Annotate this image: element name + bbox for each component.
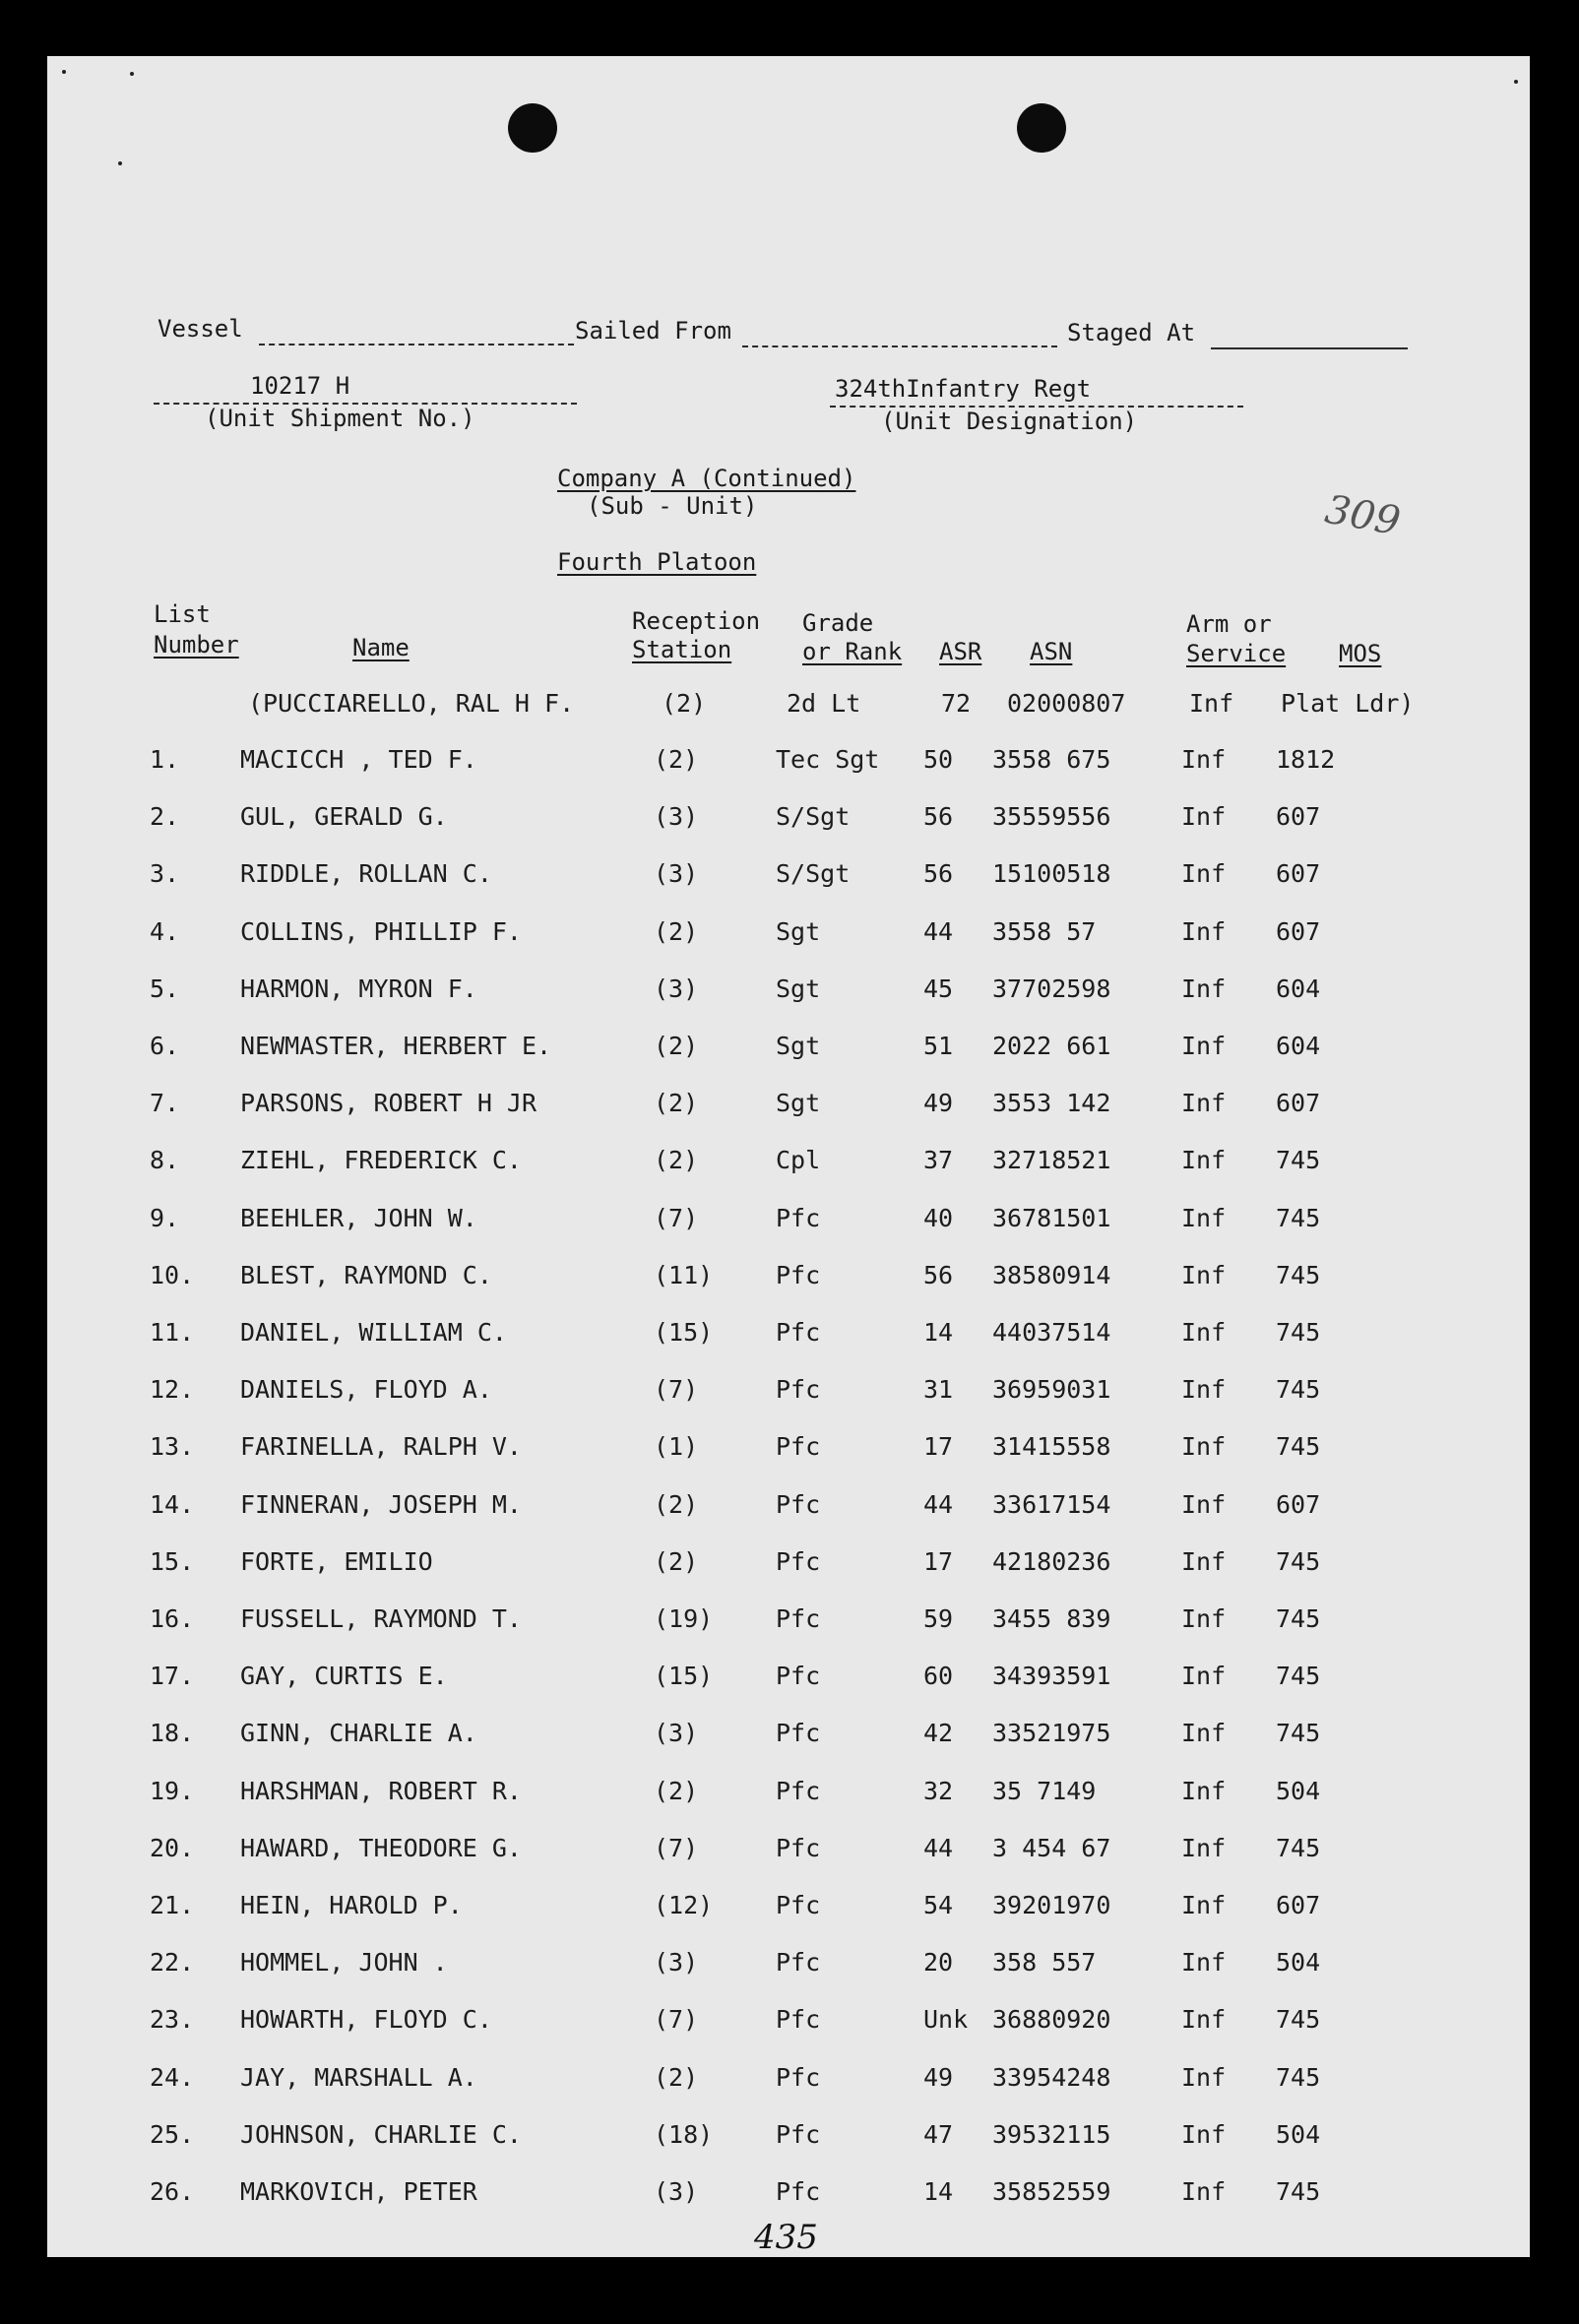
row-grade: Pfc — [776, 1776, 821, 1805]
table-row — [47, 1146, 1530, 1185]
table-row — [47, 2005, 1530, 2044]
row-arm: Inf — [1181, 1146, 1227, 1175]
row-num: 2. — [150, 802, 180, 832]
punch-hole-right — [1017, 103, 1066, 153]
row-asr: 47 — [923, 2119, 954, 2149]
row-mos: 745 — [1276, 1318, 1321, 1347]
row-num: 26. — [150, 2177, 195, 2206]
table-row — [47, 1318, 1530, 1357]
row-name: MACICCH , TED F. — [240, 745, 477, 774]
row-mos: 745 — [1276, 1146, 1321, 1175]
row-asn: 2022 661 — [992, 1032, 1111, 1060]
row-asr: 49 — [923, 1089, 954, 1118]
row-asr: 42 — [923, 1719, 954, 1748]
row-asn: 3553 142 — [992, 1089, 1111, 1118]
col-grade-2: or Rank — [802, 638, 903, 665]
row-name: ZIEHL, FREDERICK C. — [240, 1146, 522, 1175]
row-arm: Inf — [1181, 1032, 1227, 1060]
row-num: 20. — [150, 1833, 195, 1862]
row-grade: Pfc — [776, 2005, 821, 2035]
staged-at-label: Staged At — [1067, 319, 1196, 346]
row-mos: 745 — [1276, 1662, 1321, 1691]
row-name: FINNERAN, JOSEPH M. — [240, 1489, 522, 1519]
row-num: 9. — [150, 1203, 180, 1232]
unit-shipment-label: (Unit Shipment No.) — [205, 405, 475, 432]
row-grade: Sgt — [776, 916, 821, 946]
row-asr: 31 — [923, 1375, 954, 1405]
row-grade: Pfc — [776, 1489, 821, 1519]
row-mos: 607 — [1276, 1891, 1321, 1919]
row-grade: Pfc — [776, 2119, 821, 2149]
row-station: (7) — [654, 1375, 699, 1405]
vessel-blank — [259, 344, 574, 345]
row-mos: 607 — [1276, 802, 1321, 832]
row-mos: 745 — [1276, 1719, 1321, 1748]
row-station: (2) — [654, 1032, 699, 1060]
row-grade: S/Sgt — [776, 802, 851, 832]
row-name: NEWMASTER, HERBERT E. — [240, 1032, 552, 1060]
row-station: (2) — [654, 2062, 699, 2092]
row-grade: Pfc — [776, 1203, 821, 1232]
row-asr: 20 — [923, 1948, 954, 1978]
row-station: (3) — [654, 2177, 699, 2206]
platoon-title: Fourth Platoon — [557, 548, 757, 576]
row-arm: Inf — [1181, 1948, 1227, 1978]
row-num: 7. — [150, 1089, 180, 1118]
row-mos: 607 — [1276, 1489, 1321, 1519]
row-name: GINN, CHARLIE A. — [240, 1719, 477, 1748]
row-grade: Pfc — [776, 1833, 821, 1862]
row-asr: 50 — [923, 745, 954, 774]
staged-at-blank — [1211, 347, 1408, 349]
row-asn: 37702598 — [992, 974, 1111, 1003]
row-mos: 504 — [1276, 1948, 1321, 1978]
table-row — [47, 745, 1530, 785]
row-arm: Inf — [1181, 802, 1227, 832]
row-grade: Pfc — [776, 1948, 821, 1978]
col-mos: MOS — [1339, 640, 1382, 667]
row-name: FARINELLA, RALPH V. — [240, 1432, 522, 1462]
row-asr: 49 — [923, 2062, 954, 2092]
row-asn: 36781501 — [992, 1203, 1111, 1232]
row-mos: 604 — [1276, 974, 1321, 1003]
row-grade: Sgt — [776, 1032, 821, 1060]
sub-unit-label: (Sub - Unit) — [587, 492, 758, 520]
col-asr: ASR — [939, 638, 982, 665]
row-name: JOHNSON, CHARLIE C. — [240, 2119, 522, 2149]
row-num: 14. — [150, 1489, 195, 1519]
table-row — [47, 1834, 1530, 1873]
row-arm: Inf — [1181, 2177, 1227, 2206]
row-asn: 33521975 — [992, 1719, 1111, 1748]
row-station: (15) — [654, 1318, 714, 1347]
row-asn: 33617154 — [992, 1489, 1111, 1519]
table-row — [47, 1719, 1530, 1758]
row-asn: 3558 57 — [992, 916, 1097, 946]
row-asn: 44037514 — [992, 1318, 1111, 1347]
row-name: DANIEL, WILLIAM C. — [240, 1318, 507, 1347]
row-station: (2) — [654, 916, 699, 946]
table-row — [47, 1604, 1530, 1644]
row-name: JAY, MARSHALL A. — [240, 2062, 477, 2092]
col-reception-1: Reception — [632, 607, 761, 635]
row-num: 21. — [150, 1891, 195, 1919]
row-asr: 40 — [923, 1203, 954, 1232]
row-num: 13. — [150, 1432, 195, 1462]
row-name: HARMON, MYRON F. — [240, 974, 477, 1003]
row-arm: Inf — [1181, 916, 1227, 946]
row-grade: Pfc — [776, 1546, 821, 1576]
row-num: 3. — [150, 859, 180, 889]
table-row — [47, 974, 1530, 1014]
row-asr: 56 — [923, 1260, 954, 1289]
table-row — [47, 1490, 1530, 1530]
table-row — [47, 1662, 1530, 1701]
row-name: BEEHLER, JOHN W. — [240, 1203, 477, 1232]
row-arm: Inf — [1181, 1203, 1227, 1232]
document-page — [47, 56, 1530, 2257]
leader-asr: 72 — [941, 689, 972, 718]
row-arm: Inf — [1181, 1260, 1227, 1289]
row-asr: 14 — [923, 1318, 954, 1347]
row-grade: Cpl — [776, 1146, 821, 1175]
sailed-from-label: Sailed From — [575, 317, 731, 345]
row-asr: 54 — [923, 1891, 954, 1919]
row-asr: 60 — [923, 1662, 954, 1691]
row-num: 22. — [150, 1948, 195, 1978]
row-name: COLLINS, PHILLIP F. — [240, 916, 522, 946]
row-arm: Inf — [1181, 1546, 1227, 1576]
table-row — [47, 1032, 1530, 1071]
row-name: BLEST, RAYMOND C. — [240, 1260, 492, 1289]
row-name: HARSHMAN, ROBERT R. — [240, 1776, 522, 1805]
row-asr: 56 — [923, 859, 954, 889]
row-num: 19. — [150, 1776, 195, 1805]
sailed-from-blank — [742, 345, 1057, 347]
row-arm: Inf — [1181, 1489, 1227, 1519]
row-arm: Inf — [1181, 1318, 1227, 1347]
row-station: (19) — [654, 1604, 714, 1633]
row-grade: Pfc — [776, 1604, 821, 1633]
row-num: 5. — [150, 974, 180, 1003]
row-arm: Inf — [1181, 1833, 1227, 1862]
row-grade: Pfc — [776, 1662, 821, 1691]
speck — [1514, 80, 1518, 84]
row-arm: Inf — [1181, 1089, 1227, 1118]
row-station: (7) — [654, 2005, 699, 2035]
row-asn: 36959031 — [992, 1375, 1111, 1405]
row-name: HEIN, HAROLD P. — [240, 1891, 463, 1919]
row-mos: 745 — [1276, 1604, 1321, 1633]
row-num: 15. — [150, 1546, 195, 1576]
leader-arm: Inf — [1189, 689, 1234, 718]
row-station: (7) — [654, 1833, 699, 1862]
leader-row — [47, 689, 1530, 728]
row-grade: Sgt — [776, 974, 821, 1003]
unit-designation: 324thInfantry Regt — [835, 375, 1092, 403]
col-name: Name — [352, 634, 410, 661]
row-name: HAWARD, THEODORE G. — [240, 1833, 522, 1862]
row-grade: Tec Sgt — [776, 745, 880, 774]
table-row — [47, 1777, 1530, 1816]
row-mos: 745 — [1276, 1833, 1321, 1862]
sub-unit-title: Company A (Continued) — [557, 465, 856, 492]
col-grade-1: Grade — [802, 609, 874, 637]
row-station: (11) — [654, 1260, 714, 1289]
row-asr: 51 — [923, 1032, 954, 1060]
row-asn: 35 7149 — [992, 1776, 1097, 1805]
table-row — [47, 1547, 1530, 1587]
table-row — [47, 917, 1530, 957]
row-station: (2) — [654, 1546, 699, 1576]
row-asr: 44 — [923, 1833, 954, 1862]
row-asr: 17 — [923, 1432, 954, 1462]
table-row — [47, 1261, 1530, 1300]
leader-grade: 2d Lt — [787, 689, 861, 718]
table-row — [47, 2177, 1530, 2217]
row-name: FORTE, EMILIO — [240, 1546, 433, 1576]
row-mos: 745 — [1276, 1203, 1321, 1232]
row-grade: Sgt — [776, 1089, 821, 1118]
row-station: (3) — [654, 1719, 699, 1748]
row-arm: Inf — [1181, 2005, 1227, 2035]
row-grade: S/Sgt — [776, 859, 851, 889]
row-name: RIDDLE, ROLLAN C. — [240, 859, 492, 889]
punch-hole-left — [508, 103, 557, 153]
row-mos: 604 — [1276, 1032, 1321, 1060]
row-asn: 358 557 — [992, 1948, 1097, 1978]
page-stamp: 309 — [1321, 486, 1404, 545]
row-num: 12. — [150, 1375, 195, 1405]
row-arm: Inf — [1181, 1604, 1227, 1633]
row-grade: Pfc — [776, 1375, 821, 1405]
leader-station: (2) — [662, 689, 707, 718]
row-grade: Pfc — [776, 1432, 821, 1462]
row-name: GAY, CURTIS E. — [240, 1662, 448, 1691]
row-num: 17. — [150, 1662, 195, 1691]
row-mos: 1812 — [1276, 745, 1336, 774]
row-arm: Inf — [1181, 859, 1227, 889]
row-station: (2) — [654, 1089, 699, 1118]
row-name: FUSSELL, RAYMOND T. — [240, 1604, 522, 1633]
row-num: 1. — [150, 745, 180, 774]
leader-mos: Plat Ldr) — [1281, 689, 1415, 718]
speck — [62, 70, 66, 74]
row-num: 18. — [150, 1719, 195, 1748]
row-mos: 745 — [1276, 1375, 1321, 1405]
unit-designation-label: (Unit Designation) — [881, 408, 1138, 435]
row-num: 8. — [150, 1146, 180, 1175]
unit-shipment-no: 10217 H — [250, 372, 350, 400]
row-name: GUL, GERALD G. — [240, 802, 448, 832]
row-num: 16. — [150, 1604, 195, 1633]
row-mos: 504 — [1276, 2119, 1321, 2149]
row-mos: 607 — [1276, 1089, 1321, 1118]
row-station: (2) — [654, 1146, 699, 1175]
row-arm: Inf — [1181, 1375, 1227, 1405]
row-grade: Pfc — [776, 2062, 821, 2092]
table-row — [47, 1204, 1530, 1243]
table-row — [47, 802, 1530, 842]
row-station: (3) — [654, 802, 699, 832]
row-station: (1) — [654, 1432, 699, 1462]
row-arm: Inf — [1181, 2062, 1227, 2092]
row-mos: 607 — [1276, 916, 1321, 946]
table-row — [47, 1948, 1530, 1987]
row-num: 23. — [150, 2005, 195, 2035]
vessel-label: Vessel — [158, 315, 243, 343]
row-name: MARKOVICH, PETER — [240, 2177, 477, 2206]
row-asn: 32718521 — [992, 1146, 1111, 1175]
row-num: 4. — [150, 916, 180, 946]
row-asr: 37 — [923, 1146, 954, 1175]
row-asn: 35559556 — [992, 802, 1111, 832]
row-arm: Inf — [1181, 974, 1227, 1003]
speck — [130, 72, 134, 76]
row-asn: 15100518 — [992, 859, 1111, 889]
row-num: 11. — [150, 1318, 195, 1347]
row-asn: 33954248 — [992, 2062, 1111, 2092]
row-num: 10. — [150, 1260, 195, 1289]
row-arm: Inf — [1181, 1891, 1227, 1919]
row-station: (3) — [654, 859, 699, 889]
row-mos: 745 — [1276, 2177, 1321, 2206]
row-grade: Pfc — [776, 2177, 821, 2206]
col-list-number-2: Number — [154, 631, 239, 659]
leader-asn: 02000807 — [1007, 689, 1126, 718]
row-grade: Pfc — [776, 1260, 821, 1289]
col-list-number-1: List — [154, 600, 211, 628]
row-name: PARSONS, ROBERT H JR — [240, 1089, 537, 1118]
row-arm: Inf — [1181, 1662, 1227, 1691]
row-station: (15) — [654, 1662, 714, 1691]
row-asr: 45 — [923, 974, 954, 1003]
speck — [118, 161, 122, 165]
row-name: HOMMEL, JOHN . — [240, 1948, 448, 1978]
row-station: (3) — [654, 974, 699, 1003]
row-station: (18) — [654, 2119, 714, 2149]
row-station: (2) — [654, 745, 699, 774]
row-asn: 39201970 — [992, 1891, 1111, 1919]
table-row — [47, 1089, 1530, 1128]
row-asn: 34393591 — [992, 1662, 1111, 1691]
row-mos: 745 — [1276, 2005, 1321, 2035]
table-row — [47, 1432, 1530, 1472]
col-asn: ASN — [1030, 638, 1073, 665]
row-asn: 39532115 — [992, 2119, 1111, 2149]
leader-name: (PUCCIARELLO, RAL H F. — [248, 689, 575, 718]
row-num: 25. — [150, 2119, 195, 2149]
row-arm: Inf — [1181, 1719, 1227, 1748]
row-mos: 745 — [1276, 2062, 1321, 2092]
row-asn: 36880920 — [992, 2005, 1111, 2035]
col-reception-2: Station — [632, 636, 732, 663]
row-asn: 35852559 — [992, 2177, 1111, 2206]
row-name: HOWARTH, FLOYD C. — [240, 2005, 492, 2035]
row-asr: 17 — [923, 1546, 954, 1576]
row-num: 24. — [150, 2062, 195, 2092]
col-arm-2: Service — [1186, 640, 1287, 667]
row-asn: 3455 839 — [992, 1604, 1111, 1633]
row-grade: Pfc — [776, 1719, 821, 1748]
row-station: (7) — [654, 1203, 699, 1232]
table-row — [47, 859, 1530, 899]
row-asn: 3 454 67 — [992, 1833, 1111, 1862]
row-name: DANIELS, FLOYD A. — [240, 1375, 492, 1405]
table-row — [47, 1891, 1530, 1930]
row-asr: 14 — [923, 2177, 954, 2206]
row-mos: 745 — [1276, 1546, 1321, 1576]
row-asn: 42180236 — [992, 1546, 1111, 1576]
row-asr: 56 — [923, 802, 954, 832]
row-mos: 607 — [1276, 859, 1321, 889]
row-arm: Inf — [1181, 1776, 1227, 1805]
row-asn: 31415558 — [992, 1432, 1111, 1462]
row-asn: 3558 675 — [992, 745, 1111, 774]
page-number: 435 — [754, 2218, 818, 2257]
row-num: 6. — [150, 1032, 180, 1060]
row-asr: 32 — [923, 1776, 954, 1805]
row-arm: Inf — [1181, 1432, 1227, 1462]
row-station: (2) — [654, 1489, 699, 1519]
row-mos: 745 — [1276, 1260, 1321, 1289]
row-asr: 44 — [923, 916, 954, 946]
row-asn: 38580914 — [992, 1260, 1111, 1289]
row-station: (12) — [654, 1891, 714, 1919]
row-grade: Pfc — [776, 1318, 821, 1347]
row-grade: Pfc — [776, 1891, 821, 1919]
row-station: (2) — [654, 1776, 699, 1805]
row-mos: 504 — [1276, 1776, 1321, 1805]
row-asr: 59 — [923, 1604, 954, 1633]
row-asr: Unk — [923, 2005, 969, 2035]
row-asr: 44 — [923, 1489, 954, 1519]
table-row — [47, 2063, 1530, 2103]
row-arm: Inf — [1181, 745, 1227, 774]
row-arm: Inf — [1181, 2119, 1227, 2149]
col-arm-1: Arm or — [1186, 610, 1272, 638]
table-row — [47, 1375, 1530, 1414]
row-mos: 745 — [1276, 1432, 1321, 1462]
row-station: (3) — [654, 1948, 699, 1978]
table-row — [47, 2120, 1530, 2160]
